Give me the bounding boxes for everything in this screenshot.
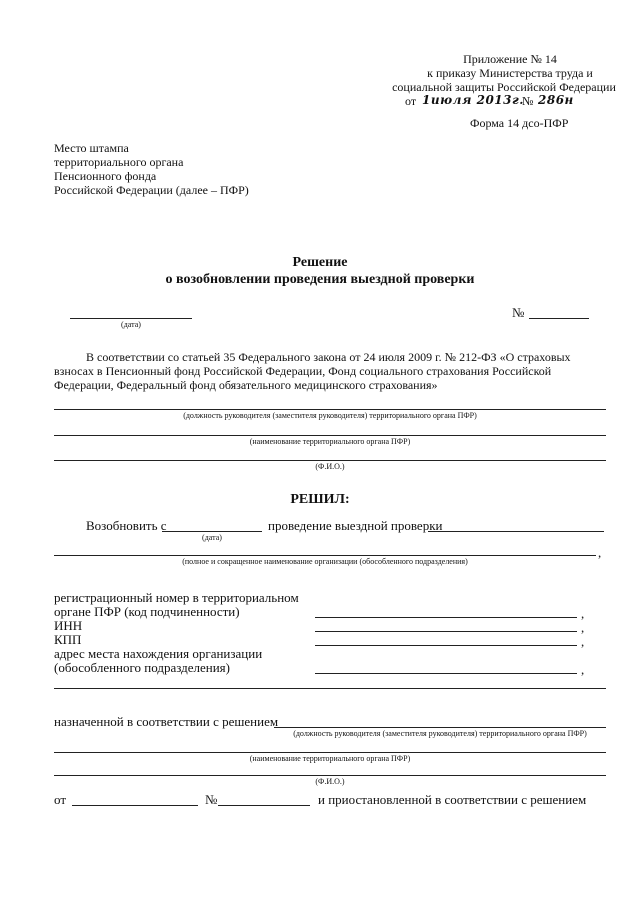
preamble-line-3: Федерации, Федеральный фонд обязательного медицинского страхования» — [54, 378, 438, 392]
address-label-2: (обособленного подразделения) — [54, 660, 230, 675]
position-line[interactable] — [54, 409, 606, 410]
resume-tail-line[interactable] — [428, 531, 604, 532]
stamp-place-line-2: территориального органа — [54, 155, 184, 169]
appointed-fio-caption: (Ф.И.О.) — [315, 777, 345, 786]
fio-caption: (Ф.И.О.) — [315, 462, 345, 471]
number-label: № — [512, 305, 525, 320]
kpp-comma: , — [581, 634, 585, 649]
reg-number-label-2: органе ПФР (код подчиненности) — [54, 604, 240, 619]
kpp-line[interactable] — [315, 645, 577, 646]
kpp-label: КПП — [54, 632, 82, 647]
appointed-position-caption: (должность руководителя (заместителя руководителя) территориального органа ПФР) — [293, 729, 587, 738]
stamp-place-line-3: Пенсионного фонда — [54, 169, 157, 183]
stamp-place-line-1: Место штампа — [54, 141, 129, 155]
appointed-position-line[interactable] — [274, 727, 606, 728]
decided-heading: РЕШИЛ: — [290, 492, 350, 507]
last-number-label: № — [205, 792, 218, 807]
doc-subtitle: о возобновлении проведения выездной проверки — [165, 272, 475, 287]
appendix-date-handwritten: 1июля 2013г. — [422, 93, 524, 107]
address-line-2[interactable] — [54, 688, 606, 689]
reg-number-line[interactable] — [315, 617, 577, 618]
stamp-place-block — [54, 141, 249, 197]
appendix-number-handwritten: 286н — [538, 93, 574, 107]
stamp-place-line-4: Российской Федерации (далее – ПФР) — [54, 183, 249, 197]
last-suffix: и приостановленной в соответствии с решением — [318, 792, 587, 807]
organization-comma: , — [598, 545, 602, 560]
number-line[interactable] — [529, 318, 589, 319]
reg-number-label-1: регистрационный номер в территориальном — [54, 590, 299, 605]
appointed-organ-caption: (наименование территориального органа ПФР) — [249, 754, 411, 763]
fio-line[interactable] — [54, 460, 606, 461]
address-line[interactable] — [315, 673, 577, 674]
inn-line[interactable] — [315, 631, 577, 632]
appendix-line-2: к приказу Министерства труда и — [427, 66, 593, 80]
appendix-line-3: социальной защиты Российской Федерации — [392, 80, 616, 94]
appointed-fio-line[interactable] — [54, 775, 606, 776]
address-label-1: адрес места нахождения организации — [54, 646, 263, 661]
date-caption: (дата) — [121, 320, 141, 329]
doc-title: Решение — [292, 255, 348, 270]
last-date-line[interactable] — [72, 805, 198, 806]
inn-label: ИНН — [54, 618, 83, 633]
organ-name-line[interactable] — [54, 435, 606, 436]
preamble-line-1: В соответствии со статьей 35 Федерального закона от 24 июля 2009 г. № 212-ФЗ «О страховых — [86, 350, 571, 364]
appendix-number-label: № — [522, 94, 534, 108]
organ-name-caption: (наименование территориального органа ПФР) — [249, 437, 411, 446]
date-line[interactable] — [70, 318, 192, 319]
appointed-label: назначенной в соответствии с решением — [54, 714, 279, 729]
organization-caption: (полное и сокращенное наименование организации (обособленного подразделения) — [182, 557, 468, 566]
address-comma: , — [581, 662, 585, 677]
position-caption: (должность руководителя (заместителя руководителя) территориального органа ПФР) — [183, 411, 477, 420]
resume-date-caption: (дата) — [202, 533, 222, 542]
appendix-from-label: от — [405, 94, 417, 108]
appendix-line-1: Приложение № 14 — [463, 52, 557, 66]
preamble-line-2: взносах в Пенсионный фонд Российской Федерации, Фонд социального страхования Российской — [54, 364, 552, 378]
organization-line[interactable] — [54, 555, 596, 556]
last-number-line[interactable] — [218, 805, 310, 806]
last-from-label: от — [54, 792, 67, 807]
reg-number-comma: , — [581, 606, 585, 621]
form-label: Форма 14 дсо-ПФР — [470, 116, 569, 130]
inn-comma: , — [581, 620, 585, 635]
appointed-organ-line[interactable] — [54, 752, 606, 753]
resume-suffix: проведение выездной проверки — [268, 518, 443, 533]
resume-prefix: Возобновить с — [86, 518, 167, 533]
resume-date-line[interactable] — [162, 531, 262, 532]
